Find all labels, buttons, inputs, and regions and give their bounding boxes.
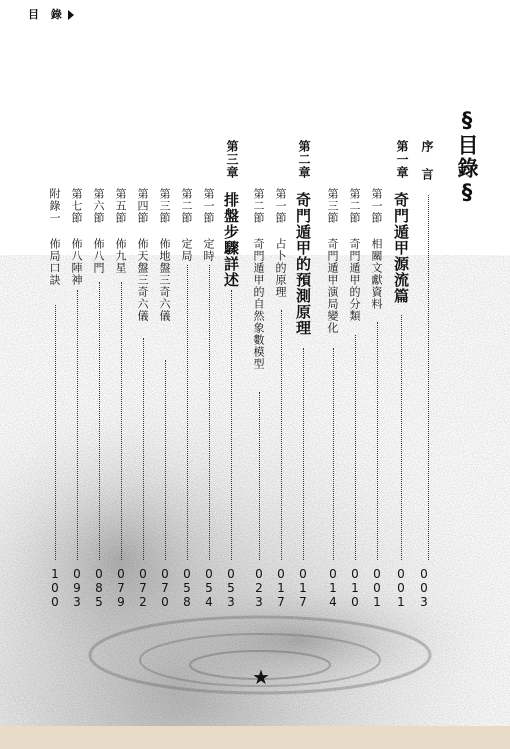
toc-title: §目錄§ [455, 108, 479, 206]
toc-entry-section[interactable]: 第一節 相關文獻資料 [370, 188, 383, 310]
toc-entry-chapter-1-title[interactable]: 奇門遁甲源流篇 [392, 192, 410, 304]
dot-leader [303, 348, 304, 560]
running-header [28, 6, 74, 22]
dot-leader [77, 290, 78, 560]
page-number: 014 [326, 567, 340, 609]
page-number: 053 [224, 567, 238, 609]
dot-leader [209, 265, 210, 560]
toc-entry-section[interactable]: 第四節 佈天盤三奇六儀 [136, 188, 149, 322]
toc-entry-section[interactable]: 附錄一 佈局口訣 [48, 188, 61, 286]
page-number: 010 [348, 567, 362, 609]
page-number: 058 [180, 567, 194, 609]
toc-entry-section[interactable]: 第一節 定時 [202, 188, 215, 262]
star-ornament-icon: ★ [252, 665, 270, 689]
toc-entry-section[interactable]: 第七節 佈八陣神 [70, 188, 83, 286]
dot-leader [355, 335, 356, 560]
toc-entry-chapter-1-number: 第一章 [395, 140, 409, 179]
toc-entry-section[interactable]: 第三節 佈地盤三奇六儀 [158, 188, 171, 322]
page-number: 072 [136, 567, 150, 609]
dot-leader [259, 392, 260, 560]
page-number: 003 [417, 567, 431, 609]
dot-leader [187, 265, 188, 560]
running-header-text: 目 錄 [28, 8, 66, 21]
toc-entry-section[interactable]: 第五節 佈九星 [114, 188, 127, 274]
dot-leader [231, 290, 232, 560]
triangle-marker-icon [68, 10, 74, 20]
dot-leader [377, 322, 378, 560]
dot-leader [165, 360, 166, 560]
page-number: 054 [202, 567, 216, 609]
dot-leader [121, 282, 122, 560]
toc-entry-section[interactable]: 第三節 奇門遁甲演局變化 [326, 188, 339, 334]
toc-entry-section[interactable]: 第六節 佈八門 [92, 188, 105, 274]
toc-entry-section[interactable]: 第一節 占卜的原理 [274, 188, 287, 298]
page-number: 023 [252, 567, 266, 609]
page-number: 079 [114, 567, 128, 609]
toc-entry-preface[interactable] [421, 140, 433, 181]
dot-leader [281, 310, 282, 560]
dot-leader [333, 348, 334, 560]
page-number: 017 [296, 567, 310, 609]
toc-entry-section[interactable]: 第二節 奇門遁甲的自然象數模型 [252, 188, 265, 370]
page-number: 070 [158, 567, 172, 609]
dot-leader [99, 282, 100, 560]
page-number: 017 [274, 567, 288, 609]
dot-leader [143, 338, 144, 560]
page-bottom-edge [0, 726, 510, 749]
dot-leader [55, 305, 56, 560]
toc-entry-chapter-3-number: 第三章 [225, 140, 239, 179]
page-number: 001 [394, 567, 408, 609]
dot-leader [428, 195, 429, 560]
toc-entry-chapter-2-title[interactable]: 奇門遁甲的預測原理 [294, 192, 312, 336]
page-number: 100 [48, 567, 62, 609]
dot-leader [401, 315, 402, 560]
toc-entry-section[interactable]: 第二節 定局 [180, 188, 193, 262]
toc-entry-label: 序 言 [420, 140, 434, 181]
page-number: 085 [92, 567, 106, 609]
toc-entry-chapter-3-title[interactable]: 排盤步驟詳述 [222, 192, 240, 288]
page-number: 001 [370, 567, 384, 609]
page-number: 093 [70, 567, 84, 609]
toc-entry-chapter-2-number: 第二章 [297, 140, 311, 179]
toc-entry-section[interactable]: 第二節 奇門遁甲的分類 [348, 188, 361, 322]
